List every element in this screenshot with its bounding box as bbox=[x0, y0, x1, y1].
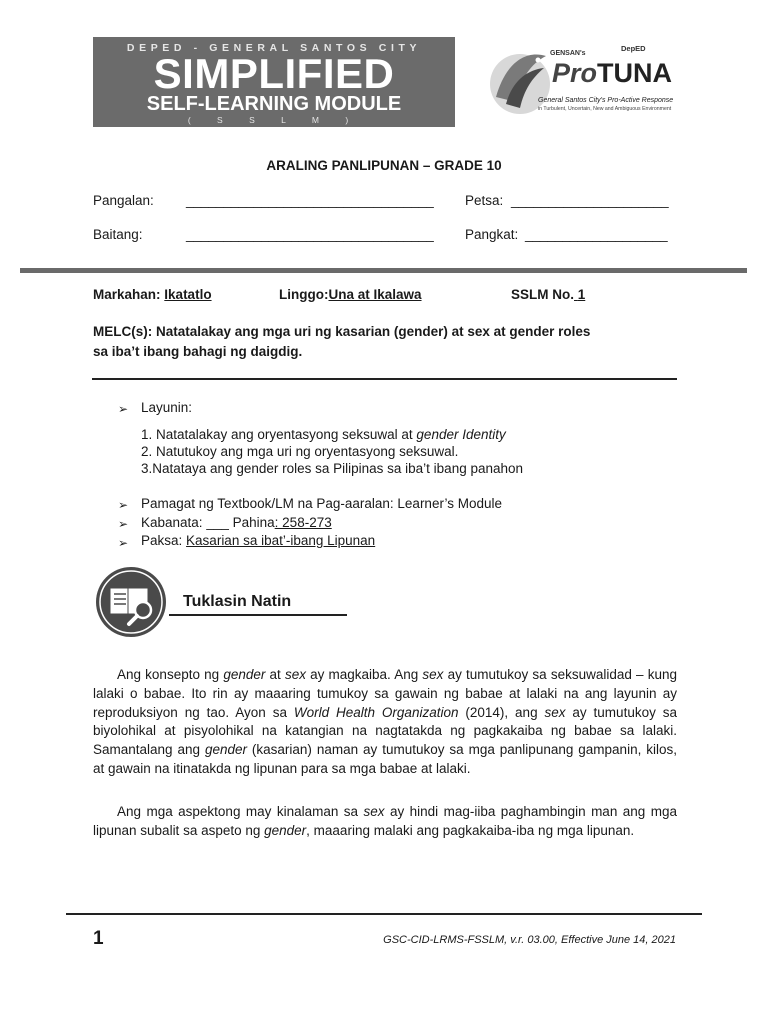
date-label: Petsa: bbox=[465, 193, 504, 208]
topic-line bbox=[141, 533, 375, 548]
text: (kasarian) naman ay tumutukoy sa mga panlipunang gampanin, kilos, at gawain na itinatakda ng lipunan para sa mga babae at lalaki. bbox=[93, 742, 678, 776]
logo-wordmark bbox=[552, 58, 672, 88]
book-magnifier-icon bbox=[93, 564, 175, 642]
grade-label: Baitang: bbox=[93, 227, 143, 242]
chapter-label: Kabanata: bbox=[141, 515, 203, 530]
objectives-heading: Layunin: bbox=[141, 400, 193, 415]
em: World Health Organization bbox=[293, 704, 459, 720]
section-field[interactable]: ___________________ bbox=[525, 227, 668, 242]
footer-code: GSC-CID-LRMS-FSSLM, v.r. 03.00, Effective June 14, 2021 bbox=[383, 934, 676, 946]
objective-1-em: gender Identity bbox=[416, 427, 506, 442]
arrow-bullet-icon: ➢ bbox=[118, 536, 129, 550]
melc-divider bbox=[92, 378, 677, 380]
em: sex bbox=[544, 704, 566, 720]
date-field[interactable]: _____________________ bbox=[511, 193, 669, 208]
section-underline bbox=[169, 614, 347, 616]
paragraph-1 bbox=[93, 666, 677, 779]
quarter-label: Markahan: bbox=[93, 287, 161, 302]
footer-divider bbox=[66, 913, 702, 915]
banner-subtitle: DEPED - GENERAL SANTOS CITY bbox=[126, 42, 422, 54]
paragraph-2 bbox=[93, 803, 677, 841]
sslm-number bbox=[511, 287, 585, 302]
week-value: Una at Ikalawa bbox=[328, 287, 422, 302]
chapter-line bbox=[141, 515, 332, 530]
objective-2: 2. Natutukoy ang mga uri ng oryentasyong seksuwal. bbox=[141, 444, 459, 459]
objective-3: 3.Natataya ang gender roles sa Pilipinas sa iba’t ibang panahon bbox=[141, 461, 524, 476]
logo-tagline-small: in Turbulent, Uncertain, New and Ambiguous Environment bbox=[538, 106, 672, 112]
em: sex bbox=[363, 804, 385, 819]
text: at bbox=[265, 667, 285, 682]
week-label: Linggo: bbox=[279, 287, 329, 302]
objective-1-text: 1. Natatalakay ang oryentasyong seksuwal at bbox=[141, 427, 417, 442]
arrow-bullet-icon: ➢ bbox=[118, 498, 129, 512]
text: (2014), ang bbox=[458, 704, 545, 720]
objective-1 bbox=[141, 427, 506, 442]
logo-tagline: General Santos City's Pro-Active Response bbox=[538, 97, 674, 104]
banner-module: SELF-LEARNING MODULE bbox=[146, 93, 402, 115]
text: , maaaring malaki ang pagkakaiba-iba ng mga lipunan. bbox=[306, 822, 635, 838]
logo-gensan: GENSAN's bbox=[550, 50, 586, 57]
arrow-bullet-icon: ➢ bbox=[118, 402, 129, 416]
melc-line1: MELC(s): Natatalakay ang mga uri ng kasarian (gender) at sex at gender roles bbox=[93, 324, 591, 339]
em: gender bbox=[264, 822, 307, 838]
chapter-blank: ___ bbox=[206, 515, 229, 530]
grade-field[interactable]: _________________________________ bbox=[186, 227, 434, 242]
arrow-bullet-icon: ➢ bbox=[118, 517, 129, 531]
header-divider bbox=[20, 268, 747, 273]
quarter bbox=[93, 287, 212, 302]
logo-deped: DepED bbox=[621, 44, 646, 53]
text: ay hindi mag-iiba paghambingin man ang mga lipunan subalit sa aspeto ng bbox=[93, 804, 677, 838]
em: sex bbox=[284, 667, 306, 682]
sslm-banner bbox=[93, 37, 455, 127]
em: sex bbox=[422, 667, 444, 682]
document-title: ARALING PANLIPUNAN – GRADE 10 bbox=[266, 158, 502, 173]
quarter-value: Ikatatlo bbox=[164, 287, 212, 302]
textbook-line: Pamagat ng Textbook/LM na Pag-aaralan: Learner’s Module bbox=[141, 496, 502, 511]
melc bbox=[93, 322, 693, 362]
name-label: Pangalan: bbox=[93, 193, 154, 208]
week bbox=[279, 287, 422, 302]
melc-line2: sa iba’t ibang bahagi ng daigdig. bbox=[93, 344, 303, 359]
text: ay tumutukoy sa seksuwalidad – kung lalaki o babae. Ito rin ay maaaring tumukoy sa gawain ng babae at lalaki na ang layunin ay reproduksiyon ng tao. Ayon sa bbox=[93, 667, 677, 720]
em: gender bbox=[204, 742, 247, 758]
text: Ang konsepto ng bbox=[117, 667, 224, 682]
banner-abbr: ( S S L M ) bbox=[187, 115, 361, 125]
section-label: Pangkat: bbox=[465, 227, 519, 242]
page-number: 1 bbox=[93, 928, 104, 949]
logo-pro: Pro bbox=[552, 58, 598, 88]
topic-label: Paksa: bbox=[141, 533, 183, 548]
page-value: : 258-273 bbox=[274, 515, 332, 530]
topic-value: Kasarian sa ibat’-ibang Lipunan bbox=[186, 533, 376, 548]
section-heading: Tuklasin Natin bbox=[183, 593, 292, 610]
text: ay tumutukoy sa biyolohikal at pisyolohikal na katangian na nagtatakda ng pagkakaiba ng babae sa lalaki. Samantalang ang bbox=[93, 704, 677, 758]
protuna-logo bbox=[486, 40, 676, 124]
sslm-label: SSLM No. bbox=[511, 287, 574, 302]
name-field[interactable]: _________________________________ bbox=[186, 193, 434, 208]
page-label: Pahina bbox=[232, 515, 275, 530]
text: ay magkaiba. Ang bbox=[305, 667, 423, 682]
banner-title: SIMPLIFIED bbox=[153, 50, 395, 97]
em: gender bbox=[223, 667, 266, 682]
sslm-value: 1 bbox=[577, 287, 586, 302]
logo-tuna: TUNA bbox=[597, 58, 673, 88]
text: Ang mga aspektong may kinalaman sa bbox=[117, 804, 364, 819]
